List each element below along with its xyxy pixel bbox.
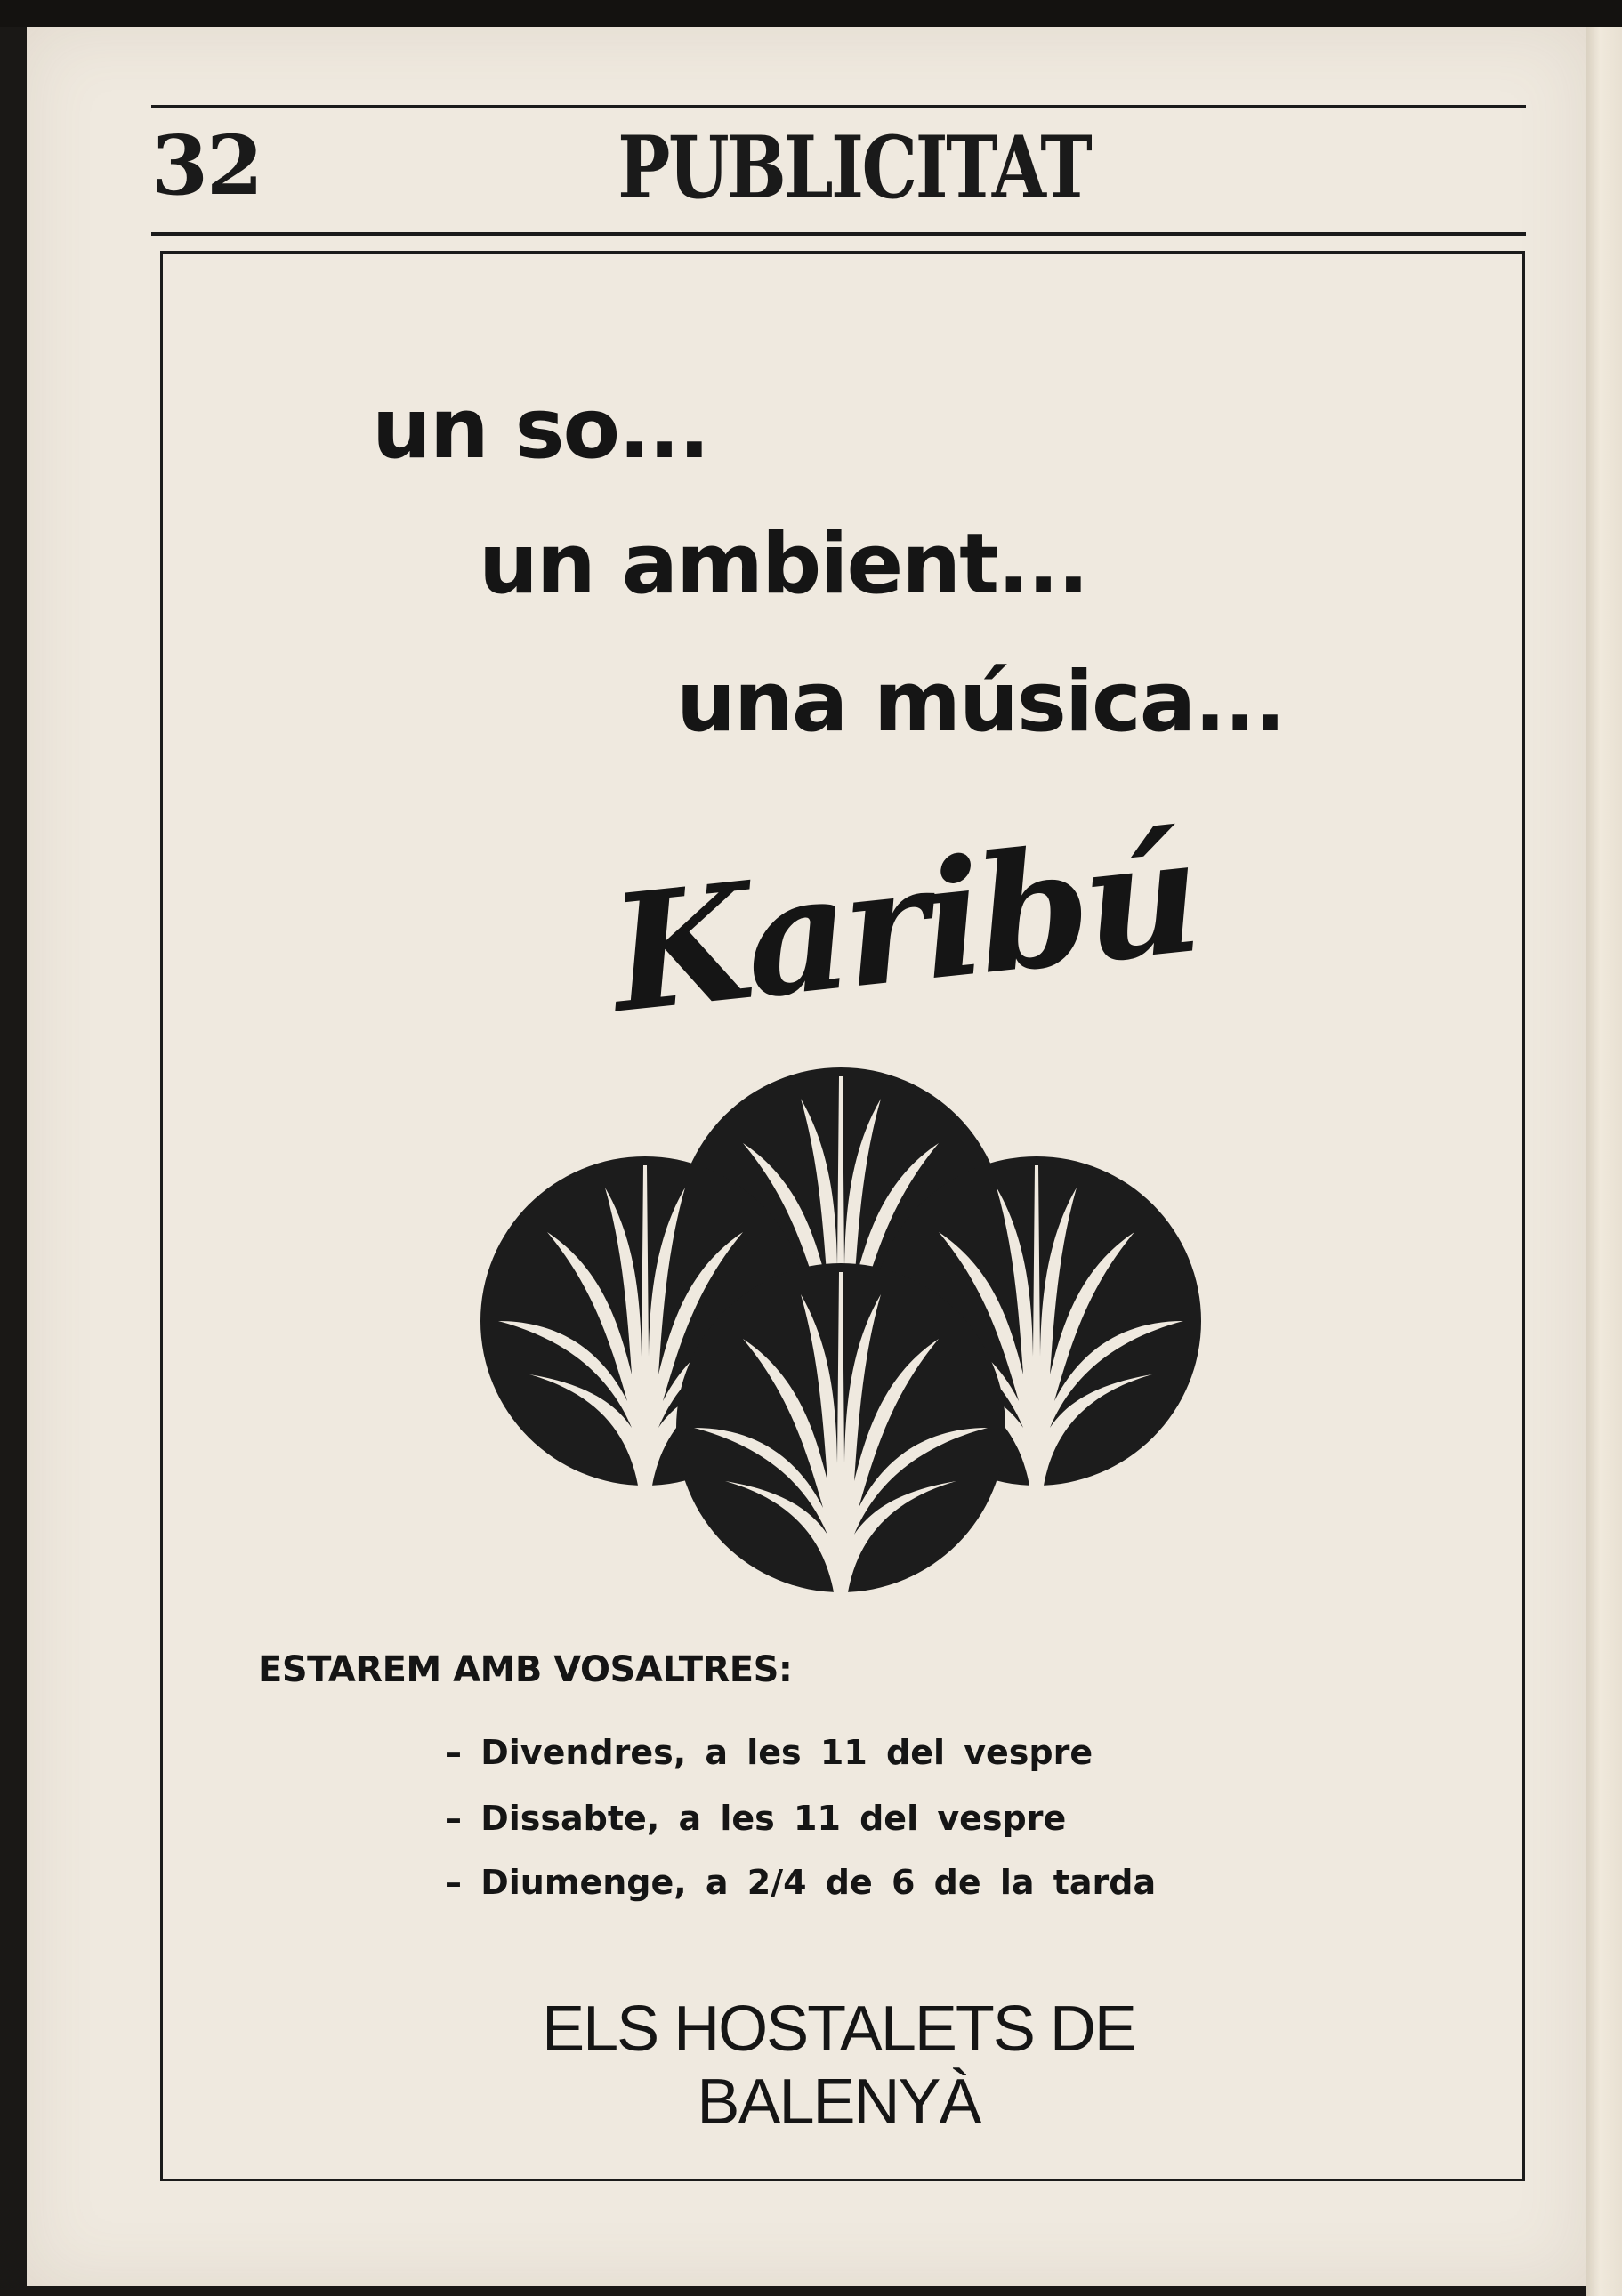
schedule-friday: – Divendres, a les 11 del vespre	[445, 1733, 1093, 1772]
schedule-sunday: – Diumenge, a 2/4 de 6 de la tarda	[445, 1863, 1157, 1902]
section-title: PUBLICITAT	[617, 117, 1091, 218]
slogan-sound: un so...	[372, 381, 709, 478]
slogan-ambience: un ambient...	[479, 516, 1088, 613]
slogan-music: una música...	[676, 654, 1285, 751]
location-name: ELS HOSTALETS DE BALENYÀ	[542, 1994, 1135, 2138]
four-circle-palm-logo-icon	[463, 1059, 1219, 1628]
brand-name: Karibú	[602, 801, 1205, 1049]
page-header	[151, 105, 1526, 236]
schedule-heading: ESTAREM AMB VOSALTRES:	[258, 1649, 793, 1690]
scan-page-edge	[1586, 27, 1622, 2296]
page-number: 32	[151, 117, 262, 213]
scan-top-border	[0, 0, 1622, 27]
schedule-saturday: – Dissabte, a les 11 del vespre	[445, 1799, 1067, 1838]
